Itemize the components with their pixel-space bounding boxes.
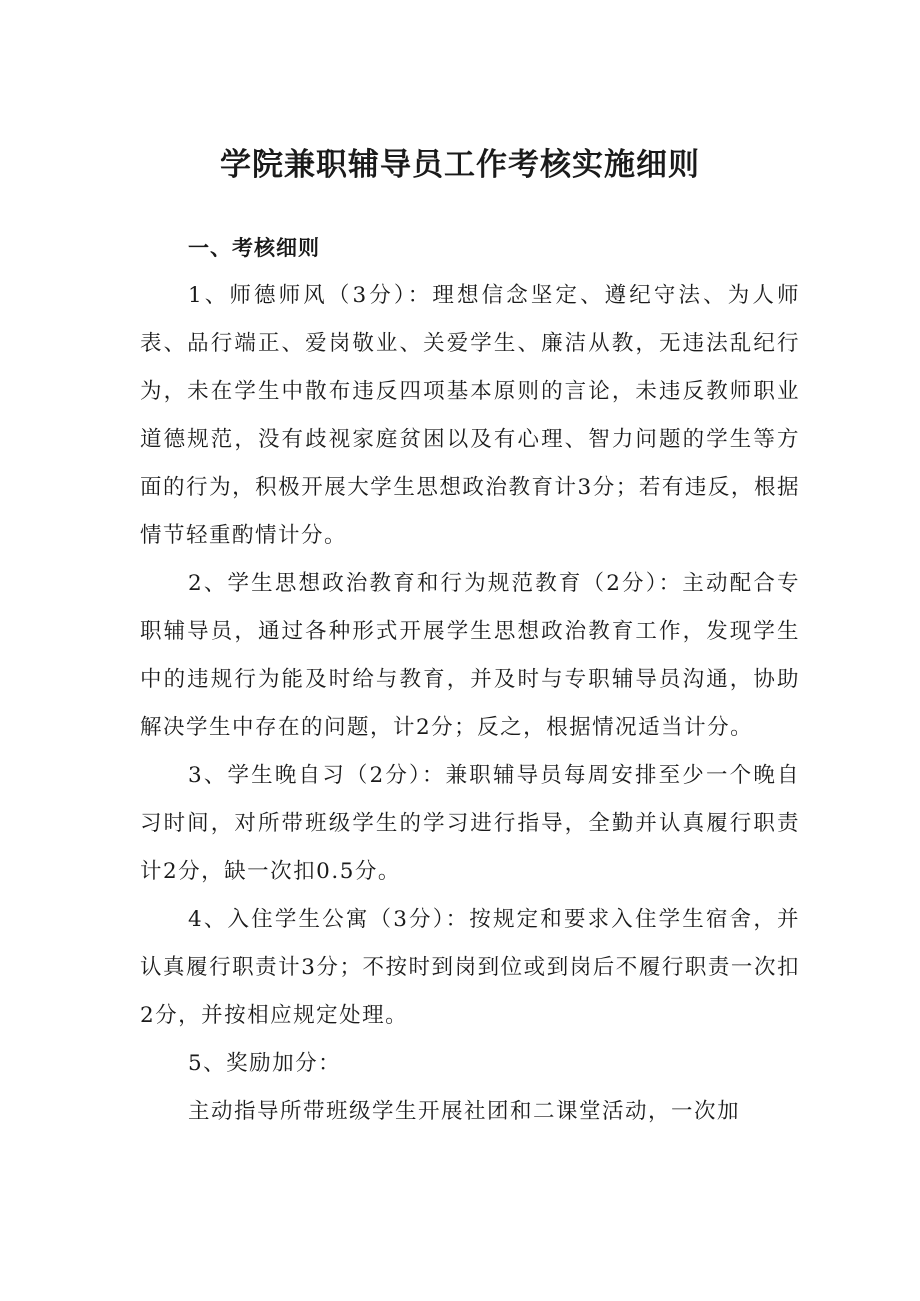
document-title: 学院兼职辅导员工作考核实施细则: [220, 147, 700, 183]
reward-paragraph: 主动指导所带班级学生开展社团和二课堂活动，一次加: [188, 1099, 741, 1124]
item-paragraph-2: 2、学生思想政治教育和行为规范教育（2分）：主动配合专职辅导员，通过各种形式开展学生思想政治教育工作，发现学生中的违规行为能及时给与教育，并及时与专职辅导员沟通，协助解决学生中存在的问题，计2分；反之，根据情况适当计分。: [140, 571, 800, 740]
section-heading: 一、考核细则: [188, 236, 320, 260]
item-paragraph-4: 4、入住学生公寓（3分）：按规定和要求入住学生宿舍，并认真履行职责计3分；不按时到岗到位或到岗后不履行职责一次扣2分，并按相应规定处理。: [140, 907, 800, 1028]
item-paragraph-3: 3、学生晚自习（2分）：兼职辅导员每周安排至少一个晚自习时间，对所带班级学生的学习进行指导，全勤并认真履行职责计2分，缺一次扣0.5分。: [140, 763, 800, 884]
reward-label: 5、奖励加分：: [188, 1051, 342, 1076]
document-body: [140, 224, 800, 1136]
item-paragraph-1: 1、师德师风（3分）：理想信念坚定、遵纪守法、为人师表、品行端正、爱岗敬业、关爱学生、廉洁从教，无违法乱纪行为，未在学生中散布违反四项基本原则的言论，未违反教师职业道德规范，没有歧视家庭贫困以及有心理、智力问题的学生等方面的行为，积极开展大学生思想政治教育计3分；若有违反，根据情节轻重酌情计分。: [140, 283, 800, 548]
